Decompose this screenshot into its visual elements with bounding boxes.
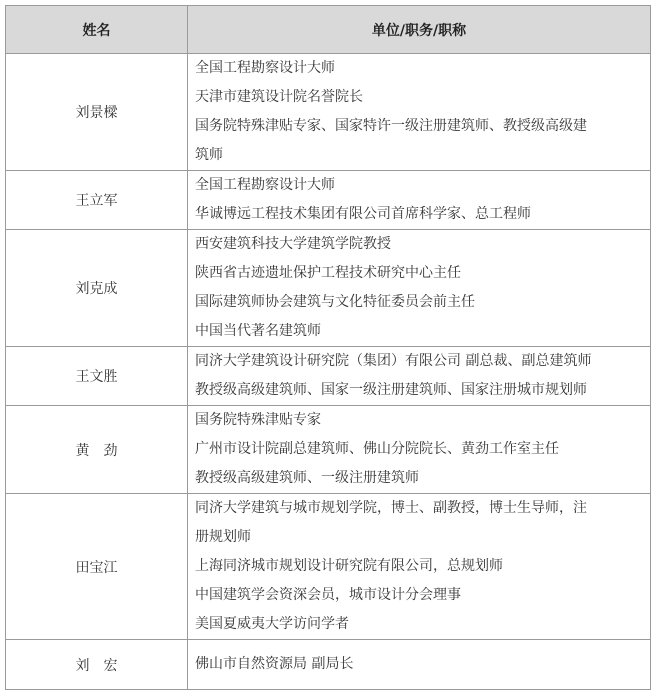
- role-cell: [188, 640, 651, 690]
- header-role: 单位/职务/职称: [188, 6, 651, 54]
- role-cell: [188, 171, 651, 230]
- role-line: 教授级高级建筑师、国家一级注册建筑师、国家注册城市规划师: [195, 382, 587, 398]
- role-cell: [188, 406, 651, 494]
- role-line: 中国建筑学会资深会员，城市设计分会理事: [195, 587, 461, 603]
- role-line: 陕西省古迹遗址保护工程技术研究中心主任: [195, 265, 461, 281]
- role-line: 教授级高级建筑师、一级注册建筑师: [195, 470, 419, 486]
- role-line: 册规划师: [195, 529, 251, 545]
- name-cell: 刘 宏: [6, 640, 188, 690]
- role-line: 国际建筑师协会建筑与文化特征委员会前主任: [195, 294, 475, 310]
- name-cell: 王立军: [6, 171, 188, 230]
- table-row: [6, 406, 651, 494]
- role-line: 全国工程勘察设计大师: [195, 177, 335, 193]
- role-cell: [188, 494, 651, 640]
- name-cell: 刘景樑: [6, 54, 188, 171]
- header-name: 姓名: [6, 6, 188, 54]
- role-line: 西安建筑科技大学建筑学院教授: [195, 236, 391, 252]
- role-line: 同济大学建筑与城市规划学院，博士、副教授，博士生导师，注: [195, 500, 587, 516]
- table-row: [6, 640, 651, 690]
- header-row: [6, 6, 651, 54]
- role-line: 国务院特殊津贴专家、国家特许一级注册建筑师、教授级高级建: [195, 118, 587, 134]
- table-row: [6, 494, 651, 640]
- role-line: 美国夏威夷大学访问学者: [195, 616, 349, 632]
- role-cell: [188, 54, 651, 171]
- name-cell: 王文胜: [6, 347, 188, 406]
- role-line: 全国工程勘察设计大师: [195, 60, 335, 76]
- table-row: [6, 54, 651, 171]
- table-header: [6, 6, 651, 54]
- role-line: 广州市设计院副总建筑师、佛山分院院长、黄劲工作室主任: [195, 441, 559, 457]
- role-line: 同济大学建筑设计研究院（集团）有限公司 副总裁、副总建筑师: [195, 353, 592, 369]
- role-cell: [188, 347, 651, 406]
- role-line: 佛山市自然资源局 副局长: [195, 656, 354, 672]
- role-line: 天津市建筑设计院名誉院长: [195, 89, 363, 105]
- role-line: 上海同济城市规划设计研究院有限公司，总规划师: [195, 558, 503, 574]
- role-line: 华诚博远工程技术集团有限公司首席科学家、总工程师: [195, 206, 531, 222]
- role-cell: [188, 230, 651, 347]
- role-line: 中国当代著名建筑师: [195, 323, 321, 339]
- name-cell: 黄 劲: [6, 406, 188, 494]
- table-body: [6, 54, 651, 690]
- role-line: 筑师: [195, 147, 223, 163]
- expert-table: [5, 5, 651, 690]
- name-cell: 田宝江: [6, 494, 188, 640]
- role-line: 国务院特殊津贴专家: [195, 412, 321, 428]
- name-cell: 刘克成: [6, 230, 188, 347]
- table-row: [6, 171, 651, 230]
- table-row: [6, 230, 651, 347]
- table-row: [6, 347, 651, 406]
